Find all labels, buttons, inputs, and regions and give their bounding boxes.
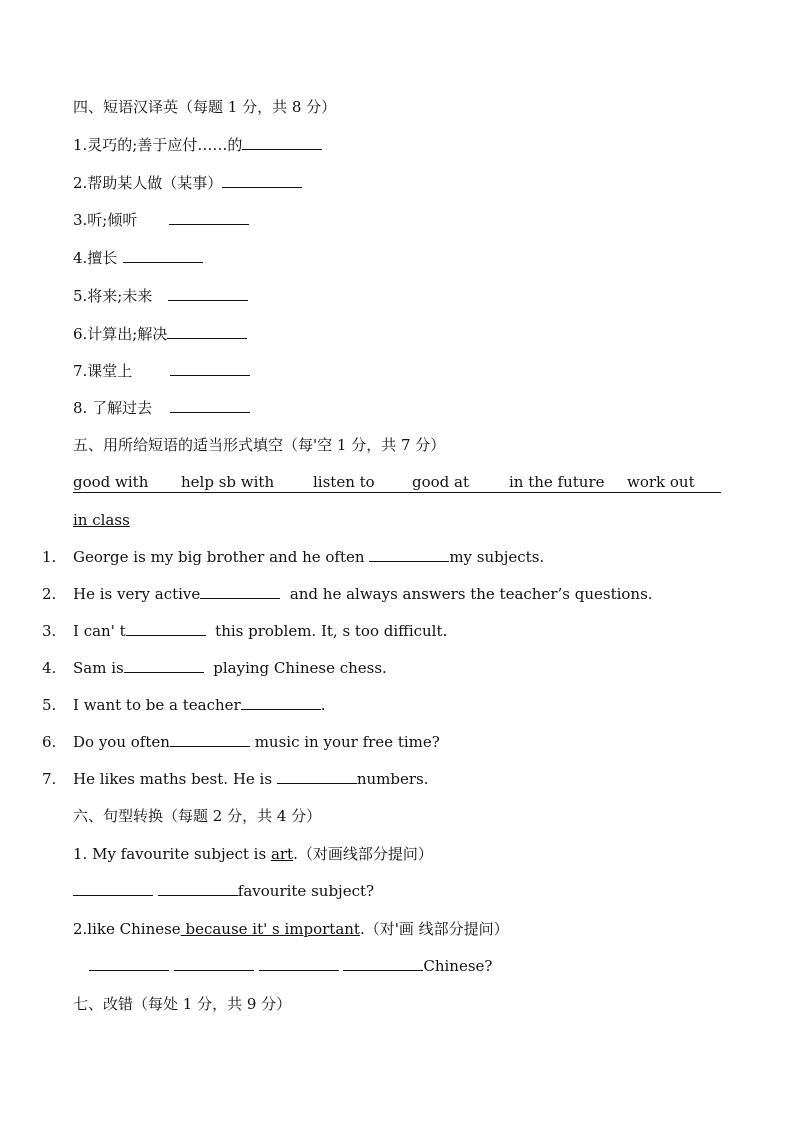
section-4-item-7 xyxy=(73,361,250,381)
question-text: and he always answers the teacher’s questions. xyxy=(280,585,653,603)
section-4-item-1 xyxy=(73,135,322,155)
question-text: I want to be a teacher xyxy=(73,696,241,714)
section-6-question-2 xyxy=(73,919,509,939)
section-5-question-6 xyxy=(73,732,440,752)
section-5-question-1 xyxy=(73,547,544,567)
phrase-option: in class xyxy=(73,511,130,529)
phrase-option: good at xyxy=(412,473,470,491)
question-text: numbers. xyxy=(356,770,429,788)
section-7-title: 七、改错（每处 1 分，共 9 分） xyxy=(73,995,292,1013)
answer-blank[interactable] xyxy=(174,956,254,971)
answer-blank[interactable] xyxy=(242,135,322,150)
section-5-question-5 xyxy=(73,695,325,715)
underlined-part: art xyxy=(270,845,294,863)
answer-blank[interactable] xyxy=(170,398,250,413)
question-number: 7. xyxy=(42,770,57,788)
item-text: 4.擅长 xyxy=(73,249,118,267)
answer-blank[interactable] xyxy=(241,695,321,710)
question-text: music in your free time? xyxy=(249,733,440,751)
section-4-title: 四、短语汉译英（每题 1 分，共 8 分） xyxy=(73,98,337,116)
question-text: Do you often xyxy=(73,733,170,751)
item-text: 6.计算出;解决 xyxy=(73,325,168,343)
item-text: 5.将来;未来 xyxy=(73,287,153,305)
answer-blank[interactable] xyxy=(170,732,250,747)
answer-blank[interactable] xyxy=(167,324,247,339)
phrase-option: good with xyxy=(73,473,149,491)
question-number: 5. xyxy=(42,696,57,714)
question-text: .（对画线部分提问） xyxy=(293,845,433,863)
answer-blank[interactable] xyxy=(126,621,206,636)
question-text: this problem. It, s too difficult. xyxy=(205,622,448,640)
question-number: 1. xyxy=(42,548,57,566)
section-6-title: 六、句型转换（每题 2 分，共 4 分） xyxy=(73,807,322,825)
phrase-option: in the future xyxy=(509,473,605,491)
question-text: He is very active xyxy=(73,585,201,603)
section-4-item-5 xyxy=(73,286,248,306)
phrase-option: work out xyxy=(627,473,695,491)
item-text: 1.灵巧的;善于应付……的 xyxy=(73,136,243,154)
section-4-item-4 xyxy=(73,248,203,268)
section-4-item-3 xyxy=(73,210,249,230)
phrase-option: help sb with xyxy=(181,473,275,491)
section-4-item-2 xyxy=(73,173,302,193)
answer-blank[interactable] xyxy=(369,547,449,562)
question-text: George is my big brother and he often xyxy=(73,548,370,566)
question-text: . xyxy=(320,696,326,714)
phrase-bank xyxy=(73,472,721,493)
answer-blank[interactable] xyxy=(170,361,250,376)
answer-blank[interactable] xyxy=(89,956,169,971)
section-6-question-1 xyxy=(73,844,433,864)
answer-blank[interactable] xyxy=(73,881,153,896)
answer-blank[interactable] xyxy=(169,210,249,225)
section-5-title: 五、用所给短语的适当形式填空（每'空 1 分，共 7 分） xyxy=(73,436,446,454)
answer-blank[interactable] xyxy=(124,658,204,673)
question-number: 6. xyxy=(42,733,57,751)
section-6-answer-1 xyxy=(73,881,374,901)
answer-blank[interactable] xyxy=(168,286,248,301)
answer-blank[interactable] xyxy=(200,584,280,599)
question-text: .（对'画 线部分提问） xyxy=(359,920,509,938)
question-text: I can' t xyxy=(73,622,126,640)
item-text: 3.听;倾听 xyxy=(73,211,138,229)
question-text: my subjects. xyxy=(449,548,545,566)
section-5-question-7 xyxy=(73,769,428,789)
question-text: 1. My favourite subject is xyxy=(73,845,271,863)
question-text: He likes maths best. He is xyxy=(73,770,277,788)
answer-blank[interactable] xyxy=(277,769,357,784)
item-text: 7.课堂上 xyxy=(73,362,133,380)
question-text: 2.like Chinese xyxy=(73,920,181,938)
answer-blank[interactable] xyxy=(222,173,302,188)
section-5-question-4 xyxy=(73,658,387,678)
answer-blank[interactable] xyxy=(259,956,339,971)
item-text: 2.帮助某人做（某事） xyxy=(73,174,223,192)
question-number: 4. xyxy=(42,659,57,677)
phrase-option: listen to xyxy=(313,473,375,491)
answer-blank[interactable] xyxy=(158,881,238,896)
question-text: Sam is xyxy=(73,659,124,677)
section-5-question-2 xyxy=(73,584,653,604)
answer-blank[interactable] xyxy=(343,956,423,971)
answer-tail: favourite subject? xyxy=(237,882,375,900)
item-text: 8. 了解过去 xyxy=(73,399,153,417)
section-4-item-6 xyxy=(73,324,247,344)
question-number: 2. xyxy=(42,585,57,603)
underlined-part: because it' s important xyxy=(180,920,360,938)
section-4-item-8 xyxy=(73,398,250,418)
question-number: 3. xyxy=(42,622,57,640)
question-text: playing Chinese chess. xyxy=(203,659,387,677)
answer-blank[interactable] xyxy=(123,248,203,263)
section-6-answer-2 xyxy=(89,956,492,976)
section-5-question-3 xyxy=(73,621,447,641)
answer-tail: Chinese? xyxy=(423,957,493,975)
